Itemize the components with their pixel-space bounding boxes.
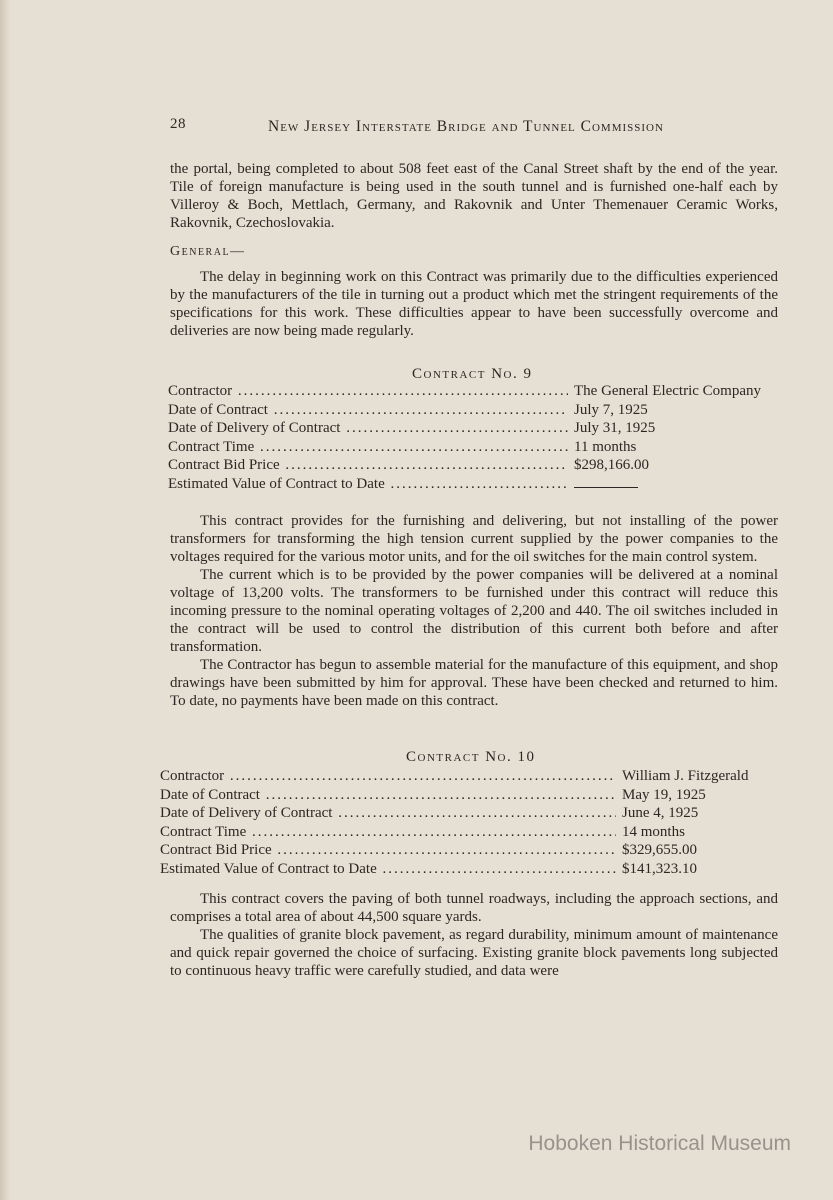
row-label: Contract Bid Price ..... (160, 841, 616, 860)
row-label: Date of Contract ..... (168, 401, 568, 420)
table-row (168, 419, 776, 438)
table-row (160, 767, 772, 786)
row-label: Contract Bid Price ..... (168, 456, 568, 475)
intro-paragraph-block (170, 160, 778, 232)
table-row (168, 456, 776, 475)
row-label: Estimated Value of Contract to Date ..... (168, 475, 568, 494)
general-paragraph: The delay in beginning work on this Contract was primarily due to the difficulties experienced by the manufacturers of the tile in turning out a product which met the stringent requirements of the specifications for this work. These difficulties appear to have been successfully overcome and deliveries are now being made regularly. (170, 269, 778, 339)
contract-10-paragraph-2: The qualities of granite block pavement, as regard durability, minimum amount of maintenance and quick repair governed the choice of surfacing. Existing granite block pavements long subjected to continuous heavy traffic were carefully studied, and data were (170, 927, 778, 979)
row-value: The General Electric Company (568, 382, 761, 401)
contract-10-paragraphs (170, 890, 778, 980)
contract-9-paragraph-3: The Contractor has begun to assemble material for the manufacture of this equipment, and shop drawings have been submitted by him for approval. These have been checked and returned to him. To date, no payments have been made on this contract. (170, 657, 778, 709)
table-row (160, 804, 772, 823)
row-label: Estimated Value of Contract to Date ..... (160, 860, 616, 879)
row-label: Contract Time ..... (160, 823, 616, 842)
contract-10-paragraph-1: This contract covers the paving of both tunnel roadways, including the approach sections, and comprises a total area of about 44,500 square yards. (170, 891, 778, 925)
row-value: 11 months (568, 438, 636, 457)
row-label: Contractor ..... (168, 382, 568, 401)
table-row (160, 786, 772, 805)
row-value: June 4, 1925 (616, 804, 698, 823)
contract-9-title: Contract No. 9 (412, 366, 533, 382)
table-row (168, 401, 776, 420)
general-heading: General— (170, 244, 246, 259)
contract-9-table (168, 382, 776, 494)
row-label: Contract Time ..... (168, 438, 568, 457)
table-row (168, 382, 776, 401)
page-number: 28 (170, 116, 186, 132)
table-row (160, 841, 772, 860)
running-title: New Jersey Interstate Bridge and Tunnel Commission (268, 118, 664, 135)
row-value: July 31, 1925 (568, 419, 655, 438)
row-value: $329,655.00 (616, 841, 697, 860)
row-value: July 7, 1925 (568, 401, 648, 420)
contract-9-paragraphs (170, 512, 778, 710)
page-edge (0, 0, 10, 1200)
row-value: 14 months (616, 823, 685, 842)
general-paragraph-block (170, 268, 778, 340)
row-value: May 19, 1925 (616, 786, 706, 805)
row-label: Contractor ..... (160, 767, 616, 786)
row-label: Date of Delivery of Contract ..... (160, 804, 616, 823)
blank-value-line (574, 487, 638, 488)
row-value-blank (568, 475, 638, 494)
contract-10-title: Contract No. 10 (406, 749, 536, 765)
row-value: $298,166.00 (568, 456, 649, 475)
contract-10-table (160, 767, 772, 879)
table-row (168, 438, 776, 457)
intro-paragraph: the portal, being completed to about 508 feet east of the Canal Street shaft by the end of the year. Tile of foreign manufacture is being used in the south tunnel and is furnished one-half each by Villeroy & Boch, Mettlach, Germany, and Rakovnik and Unter Themenauer Ceramic Works, Rakovnik, Czechoslovakia. (170, 161, 778, 231)
page-header (170, 116, 770, 140)
table-row (160, 823, 772, 842)
row-value: William J. Fitzgerald (616, 767, 748, 786)
contract-9-paragraph-2: The current which is to be provided by the power companies will be delivered at a nominal voltage of 13,200 volts. The transformers to be furnished under this contract will reduce this incoming pressure to the nominal operating voltages of 2,200 and 440. The oil switches included in the contract will be used to control the distribution of this current both before and after transformation. (170, 567, 778, 655)
table-row (168, 475, 776, 494)
museum-watermark: Hoboken Historical Museum (528, 1132, 791, 1155)
table-row (160, 860, 772, 879)
row-label: Date of Delivery of Contract ..... (168, 419, 568, 438)
contract-9-paragraph-1: This contract provides for the furnishing and delivering, but not installing of the power transformers for transforming the high tension current supplied by the power companies to the voltages required for the various motor units, and for the oil switches for the main control system. (170, 513, 778, 565)
row-value: $141,323.10 (616, 860, 697, 879)
row-label: Date of Contract ..... (160, 786, 616, 805)
